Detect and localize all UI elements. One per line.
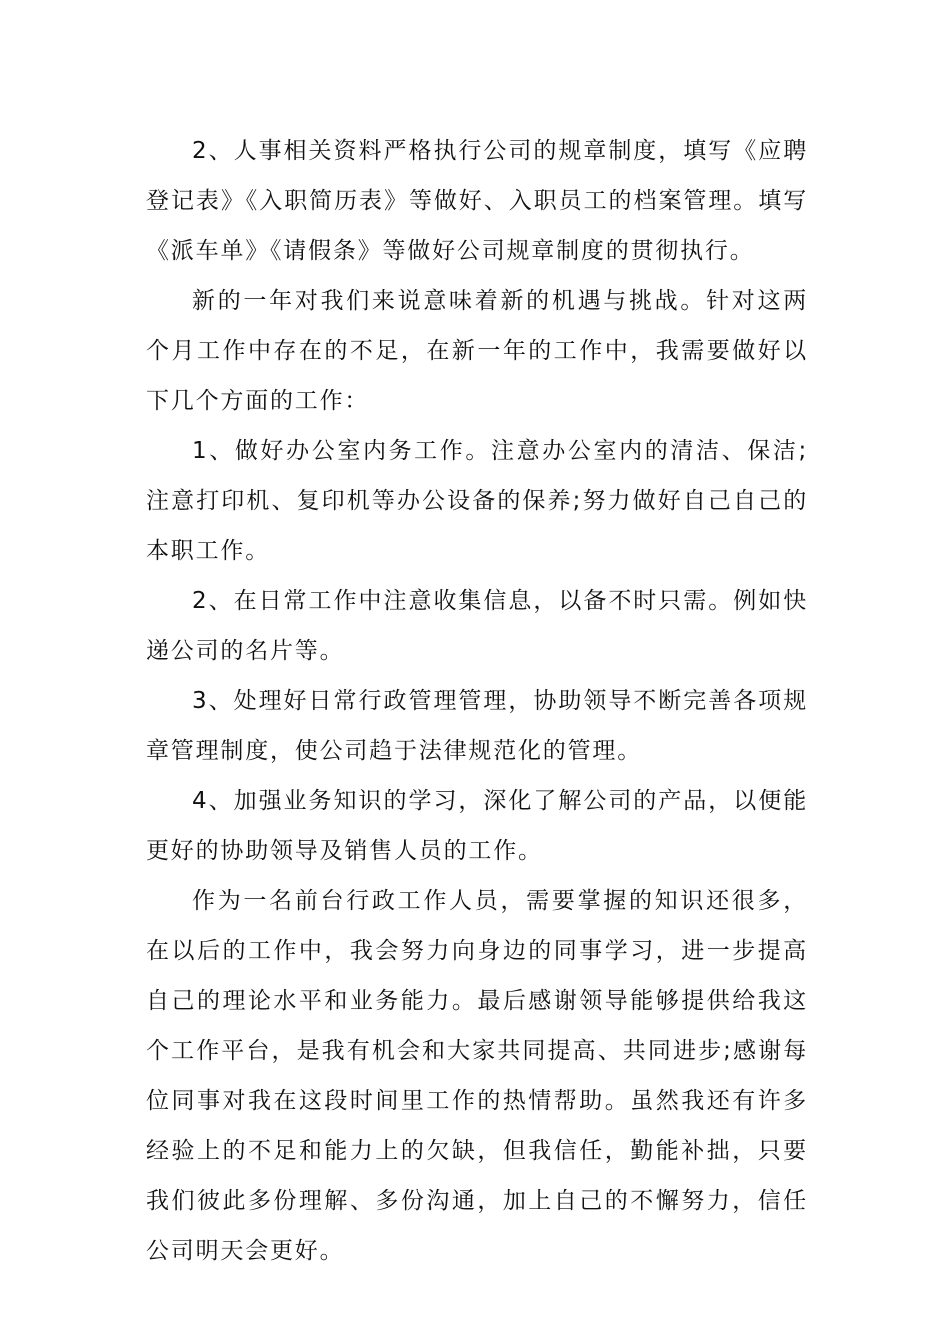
paragraph-item-administration: 3、处理好日常行政管理管理，协助领导不断完善各项规章管理制度，使公司趋于法律规范化的管理。 [146,688,808,764]
paragraph-item-collect-information: 2、在日常工作中注意收集信息，以备不时只需。例如快递公司的名片等。 [146,588,808,664]
paragraph-conclusion: 作为一名前台行政工作人员，需要掌握的知识还很多，在以后的工作中，我会努力向身边的同事学习，进一步提高自己的理论水平和业务能力。最后感谢领导能够提供给我这个工作平台，是我有机会和大家共同提高、共同进步;感谢每位同事对我在这段时间里工作的热情帮助。虽然我还有许多经验上的不足和能力上的欠缺，但我信任，勤能补拙，只要我们彼此多份理解、多份沟通，加上自己的不懈努力，信任公司明天会更好。 [146,888,808,1264]
paragraph-item-business-knowledge: 4、加强业务知识的学习，深化了解公司的产品，以便能更好的协助领导及销售人员的工作。 [146,788,808,864]
document-body [146,126,808,1276]
paragraph-records-management: 2、人事相关资料严格执行公司的规章制度，填写《应聘登记表》《入职简历表》等做好、入职员工的档案管理。填写《派车单》《请假条》等做好公司规章制度的贯彻执行。 [146,138,808,264]
paragraph-item-office-affairs: 1、做好办公室内务工作。注意办公室内的清洁、保洁;注意打印机、复印机等办公设备的保养;努力做好自己自己的本职工作。 [146,438,808,564]
paragraph-new-year-intro: 新的一年对我们来说意味着新的机遇与挑战。针对这两个月工作中存在的不足，在新一年的工作中，我需要做好以下几个方面的工作： [146,288,808,414]
